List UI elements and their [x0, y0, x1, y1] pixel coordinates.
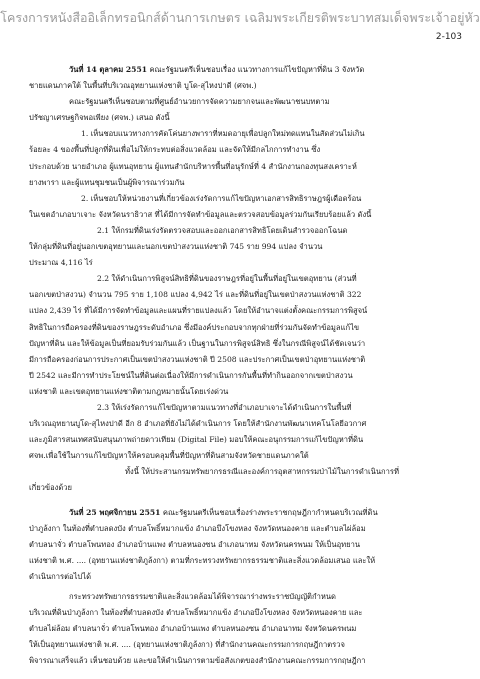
section-2-line: ให้เป็นอุทยานแห่งชาติ พ.ศ. .... (อุทยานแห่งชาติภูล้งกา) ที่สำนักงานคณะกรรมการกฤษฎีกาตรวจ [29, 640, 345, 650]
section-1-line: และภูมิสารสนเทศสนับสนุนภาพถ่ายดาวเทียม (Digital File) มอบให้คณะอนุกรรมการแก้ไขปัญหาที่ดิน [29, 435, 364, 445]
section-1-line: ปรัชญาเศรษฐกิจพอเพียง (ศจพ.) เสนอ ดังนี้ [29, 113, 170, 123]
section-1-line: ประกอบด้วย นายอำเภอ ผู้แทนอุทยาน ผู้แทนสำนักบริหารพื้นที่อนุรักษ์ที่ 4 สำนักงานกองทุนสงเคราะห์ [29, 161, 357, 171]
section-1-line: ปี 2542 และมีการทำประโยชน์ในที่ดินต่อเนื่องให้มีการดำเนินการกันพื้นที่ทำกินออกจากเขตป่าสงวน [29, 370, 353, 380]
section-2-line: พิจารณาเสร็จแล้ว เห็นชอบด้วย และขอให้ดำเนินการตามข้อสังเกตของสำนักงานคณะกรรมการกฤษฎีกา [29, 656, 366, 666]
section-1-line: แปลง 2,439 ไร่ ที่ได้มีการจัดทำข้อมูลและแผนที่รายแปลงแล้ว โดยให้อำนาจแต่งตั้งคณะกรรมการพิสูจน์ [29, 306, 368, 316]
section-1-line: ร้อยละ 4 ของพื้นที่ปลูกที่ดินเพื่อไม่ให้กระทบต่อสิ่งแวดล้อม และจัดให้มีกลไกการทำงาน ซึ่ง [29, 145, 321, 155]
section-1-line: 2. เห็นชอบให้หน่วยงานที่เกี่ยวข้องเร่งรัดการแก้ไขปัญหาเอกสารสิทธิราษฎรผู้เดือดร้อน [81, 193, 362, 203]
section-1-subject: คณะรัฐมนตรีเห็นชอบเรื่อง แนวทางการแก้ไขปัญหาที่ดิน 3 จังหวัด [147, 65, 365, 74]
page-number: 2-103 [435, 32, 462, 42]
section-1-line: เกี่ยวข้องด้วย [29, 483, 73, 493]
section-1-date: วันที่ 14 ตุลาคม 2551 [69, 65, 148, 74]
section-1-line: ในเขตอำเภอบาเจาะ จังหวัดนราธิวาส ที่ได้มีการจัดทำข้อมูลและตรวจสอบข้อมูลร่วมกันเรียบร้อยแล้ว ดังนี้ [29, 209, 372, 219]
section-1-line: ปัญหาที่ดิน และให้ข้อมูลเป็นที่ยอมรับร่วมกันแล้ว เป็นฐานในการพิสูจน์สิทธิ ซึ่งในกรณีพิสูจน์ได้ชัดเจนว่า [29, 338, 366, 348]
section-1-line: แห่งชาติ และเขตอุทยานแห่งชาติตามกฎหมายนั้นโดยเร่งด่วน [29, 386, 229, 396]
section-1-heading-line [29, 62, 460, 78]
document-body [29, 62, 460, 669]
section-1-line: 2.2 ให้ดำเนินการพิสูจน์สิทธิที่ดินของราษฎรที่อยู่ในพื้นที่อยู่ในเขตอุทยาน (ส่วนที่ [97, 274, 357, 284]
section-1-line: ชายแดนภาคใต้ ในพื้นที่บริเวณอุทยานแห่งชาติ บูโด-สุไหงปาดี (ศจพ.) [29, 81, 257, 91]
section-2-line: ดำเนินการต่อไปได้ [29, 571, 91, 581]
section-1-line: 1. เห็นชอบแนวทางการคัดโค่นยางพาราที่หมดอายุเพื่อปลูกใหม่ทดแทนในสัดส่วนไม่เกิน [81, 129, 365, 139]
section-2-line: ตำบลนาจั่ว ตำบลโพนทอง อำเภอบ้านแพง ตำบลหนองซน อำเภอนาทม จังหวัดนครพนม ให้เป็นอุทยาน [29, 539, 361, 549]
section-1-line: นอกเขตป่าสงวน) จำนวน 795 ราย 1,108 แปลง 4,942 ไร่ และที่ดินที่อยู่ในเขตป่าสงวนแห่งชาติ 322 [29, 290, 362, 300]
section-1-line: ศจพ.เพื่อใช้ในการแก้ไขปัญหาให้ครอบคลุมพื้นที่ปัญหาที่ดินสามจังหวัดชายแดนภาคใต้ [29, 451, 309, 461]
section-2-line: ป่าภูล้งกา ในท้องที่ตำบลดงบัง ตำบลโพธิ์หมากแข้ง อำเภอบึงโขงหลง จังหวัดหนองคาย และตำบลไผ่ล้อม [29, 523, 366, 533]
section-2-subject: คณะรัฐมนตรีเห็นชอบเรื่องร่างพระราชกฤษฎีกากำหนดบริเวณที่ดิน [160, 507, 378, 517]
section-1-line: 2.3 ให้เร่งรัดการแก้ไขปัญหาตามแนวทางที่อำเภอบาเจาะได้ดำเนินการในพื้นที่ [97, 402, 352, 412]
section-2-line: ตำบลไผ่ล้อม ตำบลนาจั่ว ตำบลโพนทอง อำเภอบ้านแพง ตำบลหนองซน อำเภอนาทม จังหวัดนครพนม [29, 624, 357, 634]
section-2-date: วันที่ 25 พฤศจิกายน 2551 [69, 507, 161, 517]
section-1-line: 2.1 ให้กรมที่ดินเร่งรัดตรวจสอบและออกเอกสารสิทธิโดยเดินสำรวจออกโฉนด [97, 225, 348, 235]
section-2-line: แห่งชาติ พ.ศ. .... (อุทยานแห่งชาติภูล้งกา) ตามที่กระทรวงทรัพยากรธรรมชาติและสิ่งแวดล้อมเสนอ และให้ [29, 555, 376, 565]
section-2-heading-line [29, 505, 460, 521]
section-1-line: บริเวณอุทยานบูโด-สุไหงปาดี อีก 8 อำเภอที่ยังไม่ได้ดำเนินการ โดยให้สำนักงานพัฒนาเทคโนโลยีอวกาศ [29, 419, 367, 429]
section-1-line: สิทธิในการถือครองที่ดินของราษฎรระดับอำเภอ ซึ่งมีองค์ประกอบจากทุกฝ่ายที่ร่วมกันจัดทำข้อมูลแก้ไข [29, 322, 360, 332]
section-1-line: ประมาณ 4,116 ไร่ [29, 258, 93, 268]
document-header: โครงการหนังสืออิเล็กทรอนิกส์ด้านการเกษตร เฉลิมพระเกียรติพระบาทสมเด็จพระเจ้าอยู่หัว [0, 10, 480, 25]
section-1-line: ยางพารา และผู้แทนชุมชนเป็นผู้พิจารณาร่วมกัน [29, 177, 185, 187]
section-1-line: ให้กลุ่มที่ดินที่อยู่นอกเขตอุทยานและนอกเขตป่าสงวนแห่งชาติ 745 ราย 994 แปลง จำนวน [29, 242, 323, 252]
section-1-line: คณะรัฐมนตรีเห็นชอบตามที่ศูนย์อำนวยการจัดความยากจนและพัฒนาชนบทตาม [69, 97, 330, 107]
section-1-line: ทั้งนี้ ให้ประสานกรมทรัพยากรธรณีและองค์การอุตสาหกรรมป่าไม้ในการดำเนินการที่ [125, 467, 399, 477]
section-2-line: กระทรวงทรัพยากรธรรมชาติและสิ่งแวดล้อมได้พิจารณาร่างพระราชบัญญัติกำหนด [69, 592, 336, 601]
section-1-line: มีการถือครองก่อนการประกาศเป็นเขตป่าสงวนแห่งชาติ ปี 2508 และประกาศเป็นเขตป่าอุทยานแห่งชาติ [29, 354, 366, 364]
section-2-line: บริเวณที่ดินป่าภูล้งกา ในท้องที่ตำบลดงบัง ตำบลโพธิ์หมากแข้ง อำเภอบึงโขงหลง จังหวัดหนองคาย และ [29, 608, 363, 618]
